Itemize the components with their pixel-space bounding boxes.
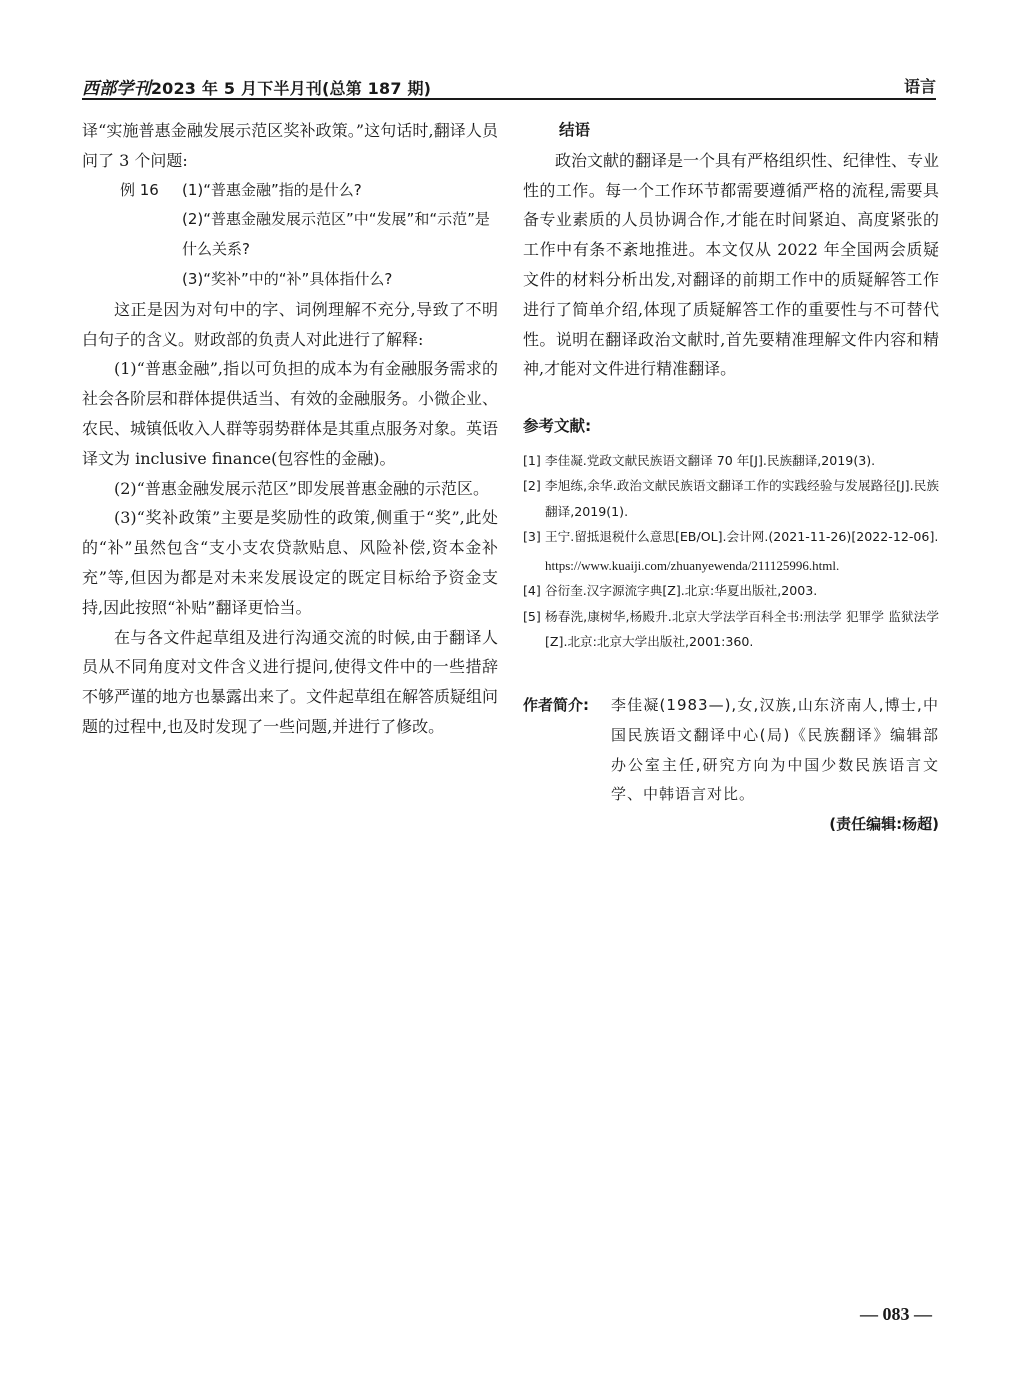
reference-number: [5]: [523, 608, 541, 624]
example-question-2: (2)“普惠金融发展示范区”中“发展”和“示范”是什么关系?: [182, 210, 490, 259]
author-label: 作者简介:: [523, 695, 589, 714]
reference-number: [4]: [523, 583, 541, 599]
page-number: — 083 —: [860, 1304, 932, 1324]
reference-text: 谷衍奎.汉字源流字典[Z].北京:华夏出版社,2003.: [545, 583, 818, 599]
masthead: [82, 74, 431, 99]
page-header: [82, 72, 936, 100]
paragraph-point-3: (3)“奖补政策”主要是奖励性的政策,侧重于“奖”,此处的“补”虽然包含“支小支农贷款贴息、风险补偿,资本金补充”等,但因为都是对未来发展设定的既定目标给予资金支持,因此按照“补贴”翻译更恰当。: [82, 508, 498, 617]
reference-url[interactable]: https://www.kuaiji.com/zhuanyewenda/211125996.html.: [545, 557, 840, 573]
paragraph-point-2: (2)“普惠金融发展示范区”即发展普惠金融的示范区。: [114, 478, 490, 498]
reference-item: [523, 578, 939, 604]
journal-name: 西部学刊: [82, 79, 151, 99]
left-column: [82, 116, 498, 742]
reference-list: [523, 448, 939, 655]
example-question-1: (1)“普惠金融”指的是什么?: [182, 180, 362, 199]
conclusion-heading: 结语: [559, 121, 591, 139]
issue-info: 2023 年 5 月下半月刊(总第 187 期): [150, 79, 432, 98]
conclusion-paragraph: 政治文献的翻译是一个具有严格组织性、纪律性、专业性的工作。每一个工作环节都需要遵循严格的流程,需要具备专业素质的人员协调合作,才能在时间紧迫、高度紧张的工作中有条不紊地推进。本文仅从 2022 年全国两会质疑文件的材料分析出发,对翻译的前期工作中的质疑解答工作进行了简单介绍,体现了质疑解答工作的重要性与不可替代性。说明在翻译政治文献时,首先要精准理解文件内容和精神,才能对文件进行精准翻译。: [523, 150, 940, 379]
paragraph-point-1: (1)“普惠金融”,指以可负担的成本为有金融服务需求的社会各阶层和群体提供适当、有效的金融服务。小微企业、农民、城镇低收入人群等弱势群体是其重点服务对象。英语译文为 inclusive finance(包容性的金融)。: [82, 359, 499, 468]
example-question-3: (3)“奖补”中的“补”具体指什么?: [182, 269, 393, 288]
right-column: [523, 116, 939, 840]
reference-text: 杨春洗,康树华,杨殿升.北京大学法学百科全书:刑法学 犯罪学 监狱法学[Z].北京:北京大学出版社,2001:360.: [545, 608, 939, 650]
reference-number: [2]: [523, 478, 541, 494]
example-label: 例 16: [120, 180, 159, 199]
reference-text: 李旭练,余华.政治文献民族语文翻译工作的实践经验与发展路径[J].民族翻译,2019(1).: [545, 478, 939, 519]
paragraph-communication: 在与各文件起草组及进行沟通交流的时候,由于翻译人员从不同角度对文件含义进行提问,使得文件中的一些措辞不够严谨的地方也暴露出来了。文件起草组在解答质疑组问题的过程中,也及时发现了一些问题,并进行了修改。: [82, 627, 499, 736]
example-16: [82, 176, 498, 295]
reference-text: 王宁.留抵退税什么意思[EB/OL].会计网.(2021-11-26)[2022-12-06].: [545, 529, 939, 545]
reference-item: [523, 524, 939, 550]
section-name: 语言: [903, 77, 936, 96]
responsible-editor: (责任编辑:杨超): [829, 815, 939, 834]
paragraph-intro: 译“实施普惠金融发展示范区奖补政策。”这句话时,翻译人员问了 3 个问题:: [82, 121, 498, 170]
reference-number: [1]: [523, 452, 541, 468]
reference-number: [3]: [523, 529, 541, 545]
reference-item: [523, 448, 939, 474]
author-bio: [523, 691, 939, 810]
author-text: 李佳凝(1983—),女,汉族,山东济南人,博士,中国民族语文翻译中心(局)《民族翻译》编辑部办公室主任,研究方向为中国少数民族语言文学、中韩语言对比。: [611, 695, 939, 804]
reference-item: [523, 604, 939, 655]
references-heading: 参考文献:: [523, 417, 592, 436]
reference-text: 李佳凝.党政文献民族语文翻译 70 年[J].民族翻译,2019(3).: [545, 452, 876, 468]
reference-item: [523, 473, 939, 524]
paragraph-explanation: 这正是因为对句中的字、词例理解不充分,导致了不明白句子的含义。财政部的负责人对此进行了解释:: [82, 299, 498, 349]
